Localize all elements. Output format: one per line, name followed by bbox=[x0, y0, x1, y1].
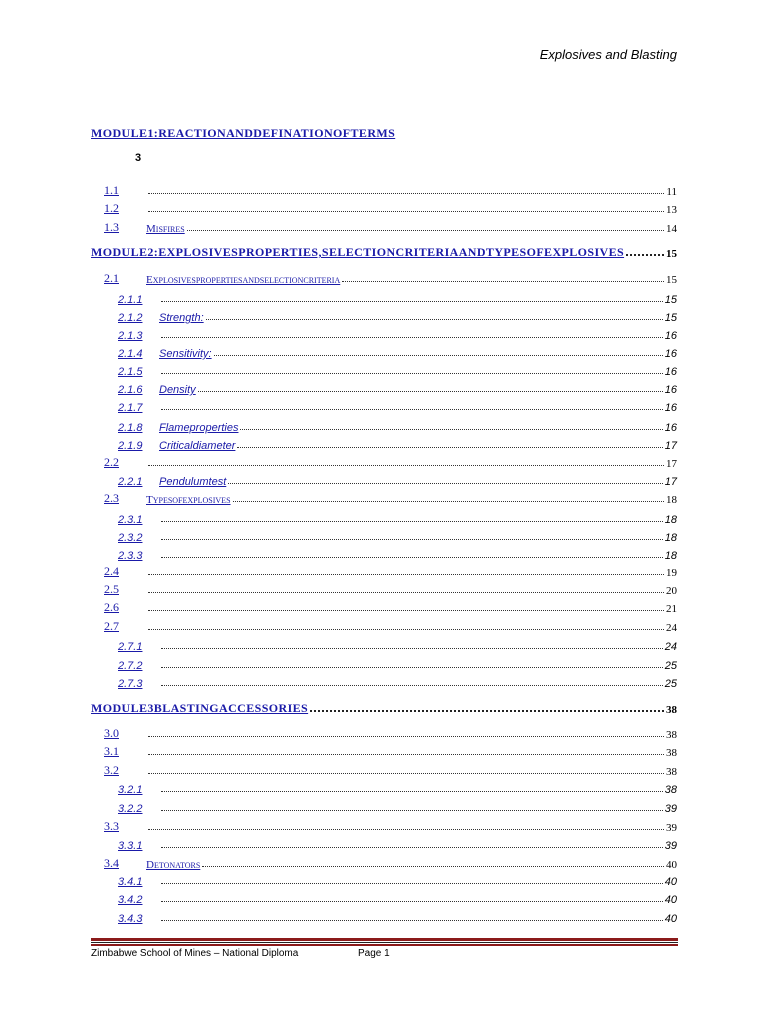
toc-entry-page: 16 bbox=[664, 330, 677, 342]
toc-entry-page: 14 bbox=[666, 223, 677, 235]
toc-dot-leader bbox=[161, 790, 663, 792]
toc-entry[interactable] bbox=[0, 637, 768, 653]
toc-entry-page: 15 bbox=[664, 294, 677, 306]
toc-dot-leader bbox=[148, 464, 664, 466]
toc-entry-title[interactable]: MODULE1:REACTIONANDDEFINATIONOFTERMS bbox=[91, 126, 396, 140]
toc-dot-leader bbox=[148, 591, 664, 593]
toc-entry-page: 18 bbox=[666, 494, 677, 506]
toc-entry-page: 18 bbox=[664, 550, 677, 562]
toc-entry-page: 39 bbox=[664, 840, 677, 852]
toc-entry-number[interactable]: 1.2 bbox=[104, 201, 119, 215]
toc-entry-title[interactable]: Pendulumtest bbox=[159, 476, 227, 488]
toc-entry-title[interactable]: Detonators bbox=[146, 859, 201, 871]
toc-entry-number[interactable]: 3.4.1 bbox=[118, 876, 143, 888]
toc-entry-page: 15 bbox=[666, 248, 677, 260]
stray-page-number: 3 bbox=[135, 152, 142, 164]
toc-entry-number[interactable]: 2.7 bbox=[104, 619, 119, 633]
toc-entry[interactable] bbox=[0, 762, 768, 778]
toc-entry[interactable] bbox=[0, 872, 768, 888]
toc-entry-page: 19 bbox=[666, 567, 677, 579]
toc-entry-number[interactable]: 3.1 bbox=[104, 744, 119, 758]
toc-entry[interactable] bbox=[0, 454, 768, 470]
toc-entry-number[interactable]: 2.1.3 bbox=[118, 330, 143, 342]
toc-dot-leader bbox=[187, 229, 664, 231]
running-header-title: Explosives and Blasting bbox=[539, 47, 677, 62]
toc-entry-page: 20 bbox=[666, 585, 677, 597]
toc-dot-leader bbox=[161, 882, 663, 884]
toc-entry-number[interactable]: 2.1.8 bbox=[118, 422, 143, 434]
toc-entry-page: 15 bbox=[666, 274, 677, 286]
toc-entry-number[interactable]: 3.0 bbox=[104, 726, 119, 740]
toc-entry-number[interactable]: 3.4.2 bbox=[118, 894, 143, 906]
toc-dot-leader bbox=[202, 865, 664, 867]
toc-entry-page: 16 bbox=[664, 366, 677, 378]
toc-entry-title[interactable]: Strength: bbox=[159, 312, 204, 324]
toc-dot-leader bbox=[161, 919, 663, 921]
toc-entry-number[interactable]: 2.3.3 bbox=[118, 550, 143, 562]
toc-entry[interactable] bbox=[0, 219, 768, 235]
toc-dot-leader bbox=[310, 709, 664, 712]
toc-entry-number[interactable]: 3.3.1 bbox=[118, 840, 143, 852]
toc-dot-leader bbox=[161, 647, 663, 649]
toc-entry-page: 38 bbox=[666, 766, 677, 778]
toc-entry-title[interactable]: MODULE2:EXPLOSIVESPROPERTIES,SELECTIONCRITERIAANDTYPESOFEXPLOSIVES bbox=[91, 245, 625, 259]
toc-dot-leader bbox=[237, 446, 662, 448]
toc-entry-number[interactable]: 2.1.5 bbox=[118, 366, 143, 378]
toc-entry-number[interactable]: 2.1.1 bbox=[118, 294, 143, 306]
toc-entry-number[interactable]: 2.5 bbox=[104, 582, 119, 596]
toc-entry-page: 40 bbox=[666, 859, 677, 871]
toc-entry[interactable] bbox=[0, 909, 768, 925]
toc-entry-title[interactable]: Sensitivity: bbox=[159, 348, 212, 360]
toc-entry-page: 25 bbox=[664, 678, 677, 690]
toc-dot-leader bbox=[161, 846, 663, 848]
toc-entry-number[interactable]: 2.2 bbox=[104, 455, 119, 469]
toc-dot-leader bbox=[161, 684, 663, 686]
toc-entry-number[interactable]: 3.2.1 bbox=[118, 784, 143, 796]
toc-entry-title[interactable]: Density bbox=[159, 384, 196, 396]
toc-dot-leader bbox=[148, 192, 664, 194]
toc-entry-number[interactable]: 2.3 bbox=[104, 491, 119, 505]
toc-entry[interactable] bbox=[0, 818, 768, 834]
toc-entry-page: 38 bbox=[664, 784, 677, 796]
toc-entry[interactable] bbox=[0, 674, 768, 690]
toc-dot-leader bbox=[161, 372, 663, 374]
toc-entry-number[interactable]: 3.2 bbox=[104, 763, 119, 777]
toc-entry[interactable] bbox=[0, 656, 768, 672]
toc-entry-number[interactable]: 2.3.1 bbox=[118, 514, 143, 526]
toc-entry-number[interactable]: 2.3.2 bbox=[118, 532, 143, 544]
toc-dot-leader bbox=[214, 354, 663, 356]
toc-dot-leader bbox=[206, 318, 663, 320]
toc-entry-number[interactable]: 2.1.4 bbox=[118, 348, 143, 360]
toc-entry[interactable] bbox=[0, 855, 768, 871]
toc-entry[interactable] bbox=[0, 308, 768, 324]
toc-entry-page: 38 bbox=[666, 729, 677, 741]
toc-entry[interactable] bbox=[0, 472, 768, 488]
toc-dot-leader bbox=[161, 556, 663, 558]
footer-rule-top bbox=[91, 938, 678, 941]
toc-entry-number[interactable]: 3.2.2 bbox=[118, 803, 143, 815]
toc-dot-leader bbox=[161, 900, 663, 902]
toc-entry[interactable] bbox=[0, 546, 768, 562]
toc-dot-leader bbox=[161, 408, 663, 410]
toc-entry-number[interactable]: 2.7.3 bbox=[118, 678, 143, 690]
toc-entry-page: 40 bbox=[664, 876, 677, 888]
toc-dot-leader bbox=[161, 520, 663, 522]
toc-entry-page: 24 bbox=[666, 622, 677, 634]
toc-dot-leader bbox=[148, 753, 664, 755]
toc-entry-number[interactable]: 2.4 bbox=[104, 564, 119, 578]
toc-entry-page: 15 bbox=[664, 312, 677, 324]
toc-entry-title[interactable]: Typesofexplosives bbox=[146, 494, 231, 506]
toc-entry-title[interactable]: Misfires bbox=[146, 223, 185, 235]
toc-entry-page: 16 bbox=[664, 402, 677, 414]
toc-entry-page: 17 bbox=[664, 476, 677, 488]
toc-entry[interactable] bbox=[0, 326, 768, 342]
toc-dot-leader bbox=[161, 336, 663, 338]
toc-entry[interactable] bbox=[0, 799, 768, 815]
toc-entry-number[interactable]: 2.6 bbox=[104, 600, 119, 614]
toc-entry[interactable] bbox=[0, 398, 768, 414]
toc-entry-number[interactable]: 2.2.1 bbox=[118, 476, 143, 488]
footer-rule-bottom bbox=[91, 944, 678, 946]
toc-entry-page: 17 bbox=[664, 440, 677, 452]
toc-dot-leader bbox=[161, 666, 663, 668]
toc-entry-page: 17 bbox=[666, 458, 677, 470]
toc-entry[interactable] bbox=[0, 490, 768, 506]
footer-page-number: Page 1 bbox=[358, 948, 390, 959]
toc-dot-leader bbox=[198, 390, 663, 392]
toc-dot-leader bbox=[161, 538, 663, 540]
toc-dot-leader bbox=[626, 253, 664, 256]
toc-entry-number[interactable]: 2.7.2 bbox=[118, 660, 143, 672]
toc-entry-number[interactable]: 2.7.1 bbox=[118, 641, 143, 653]
toc-entry-title[interactable]: Criticaldiameter bbox=[159, 440, 236, 452]
toc-entry-number[interactable]: 3.4.3 bbox=[118, 913, 143, 925]
toc-entry-page: 18 bbox=[664, 532, 677, 544]
footer-rule-middle bbox=[91, 942, 678, 943]
toc-entry[interactable] bbox=[0, 244, 768, 260]
toc-dot-leader bbox=[161, 809, 663, 811]
toc-entry-page: 24 bbox=[664, 641, 677, 653]
toc-entry-page: 25 bbox=[664, 660, 677, 672]
toc-entry[interactable] bbox=[0, 581, 768, 597]
toc-entry[interactable] bbox=[0, 890, 768, 906]
toc-entry[interactable] bbox=[0, 125, 768, 141]
toc-entry[interactable] bbox=[0, 270, 768, 286]
toc-entry-page: 39 bbox=[666, 822, 677, 834]
toc-entry[interactable] bbox=[0, 362, 768, 378]
toc-entry[interactable] bbox=[0, 836, 768, 852]
toc-dot-leader bbox=[148, 772, 664, 774]
toc-entry-number[interactable]: 1.3 bbox=[104, 220, 119, 234]
toc-entry-page: 40 bbox=[664, 894, 677, 906]
toc-dot-leader bbox=[148, 210, 664, 212]
toc-entry-page: 16 bbox=[664, 384, 677, 396]
toc-entry-number[interactable]: 2.1.2 bbox=[118, 312, 143, 324]
toc-entry[interactable] bbox=[0, 528, 768, 544]
toc-entry[interactable] bbox=[0, 725, 768, 741]
toc-entry-page: 21 bbox=[666, 603, 677, 615]
toc-dot-leader bbox=[342, 280, 664, 282]
toc-entry-number[interactable]: 2.1.9 bbox=[118, 440, 143, 452]
toc-entry[interactable] bbox=[0, 618, 768, 634]
toc-entry[interactable] bbox=[0, 436, 768, 452]
toc-entry-page: 38 bbox=[666, 747, 677, 759]
toc-entry[interactable] bbox=[0, 380, 768, 396]
toc-entry-number[interactable]: 3.3 bbox=[104, 819, 119, 833]
toc-entry[interactable] bbox=[0, 290, 768, 306]
toc-entry-page: 16 bbox=[664, 348, 677, 360]
toc-entry-title[interactable]: Explosivespropertiesandselectioncriteria bbox=[146, 274, 341, 286]
toc-entry[interactable] bbox=[0, 200, 768, 216]
toc-entry[interactable] bbox=[0, 780, 768, 796]
toc-dot-leader bbox=[148, 828, 664, 830]
toc-entry-number[interactable]: 2.1.7 bbox=[118, 402, 143, 414]
toc-entry[interactable] bbox=[0, 743, 768, 759]
toc-entry-title[interactable]: Flameproperties bbox=[159, 422, 239, 434]
toc-dot-leader bbox=[148, 609, 664, 611]
toc-dot-leader bbox=[148, 735, 664, 737]
toc-entry-number[interactable]: 3.4 bbox=[104, 856, 119, 870]
toc-entry-number[interactable]: 2.1.6 bbox=[118, 384, 143, 396]
toc-entry-number[interactable]: 2.1 bbox=[104, 271, 119, 285]
toc-entry[interactable] bbox=[0, 182, 768, 198]
toc-entry-number[interactable]: 1.1 bbox=[104, 183, 119, 197]
toc-entry-page: 13 bbox=[666, 204, 677, 216]
toc-entry[interactable] bbox=[0, 563, 768, 579]
toc-dot-leader bbox=[228, 482, 662, 484]
toc-entry[interactable] bbox=[0, 510, 768, 526]
toc-entry[interactable] bbox=[0, 599, 768, 615]
toc-dot-leader bbox=[161, 300, 663, 302]
toc-entry-page: 38 bbox=[666, 704, 677, 716]
toc-entry[interactable] bbox=[0, 344, 768, 360]
toc-entry-title[interactable]: MODULE3BLASTINGACCESSORIES bbox=[91, 701, 309, 715]
footer-institution: Zimbabwe School of Mines – National Diploma bbox=[91, 948, 299, 959]
toc-entry-page: 16 bbox=[664, 422, 677, 434]
toc-entry-page: 18 bbox=[664, 514, 677, 526]
toc-dot-leader bbox=[233, 500, 664, 502]
toc-dot-leader bbox=[148, 628, 664, 630]
toc-dot-leader bbox=[148, 573, 664, 575]
toc-dot-leader bbox=[240, 428, 662, 430]
toc-entry[interactable] bbox=[0, 700, 768, 716]
toc-entry[interactable] bbox=[0, 418, 768, 434]
toc-entry-page: 40 bbox=[664, 913, 677, 925]
toc-entry-page: 39 bbox=[664, 803, 677, 815]
toc-entry-page: 11 bbox=[666, 186, 677, 198]
